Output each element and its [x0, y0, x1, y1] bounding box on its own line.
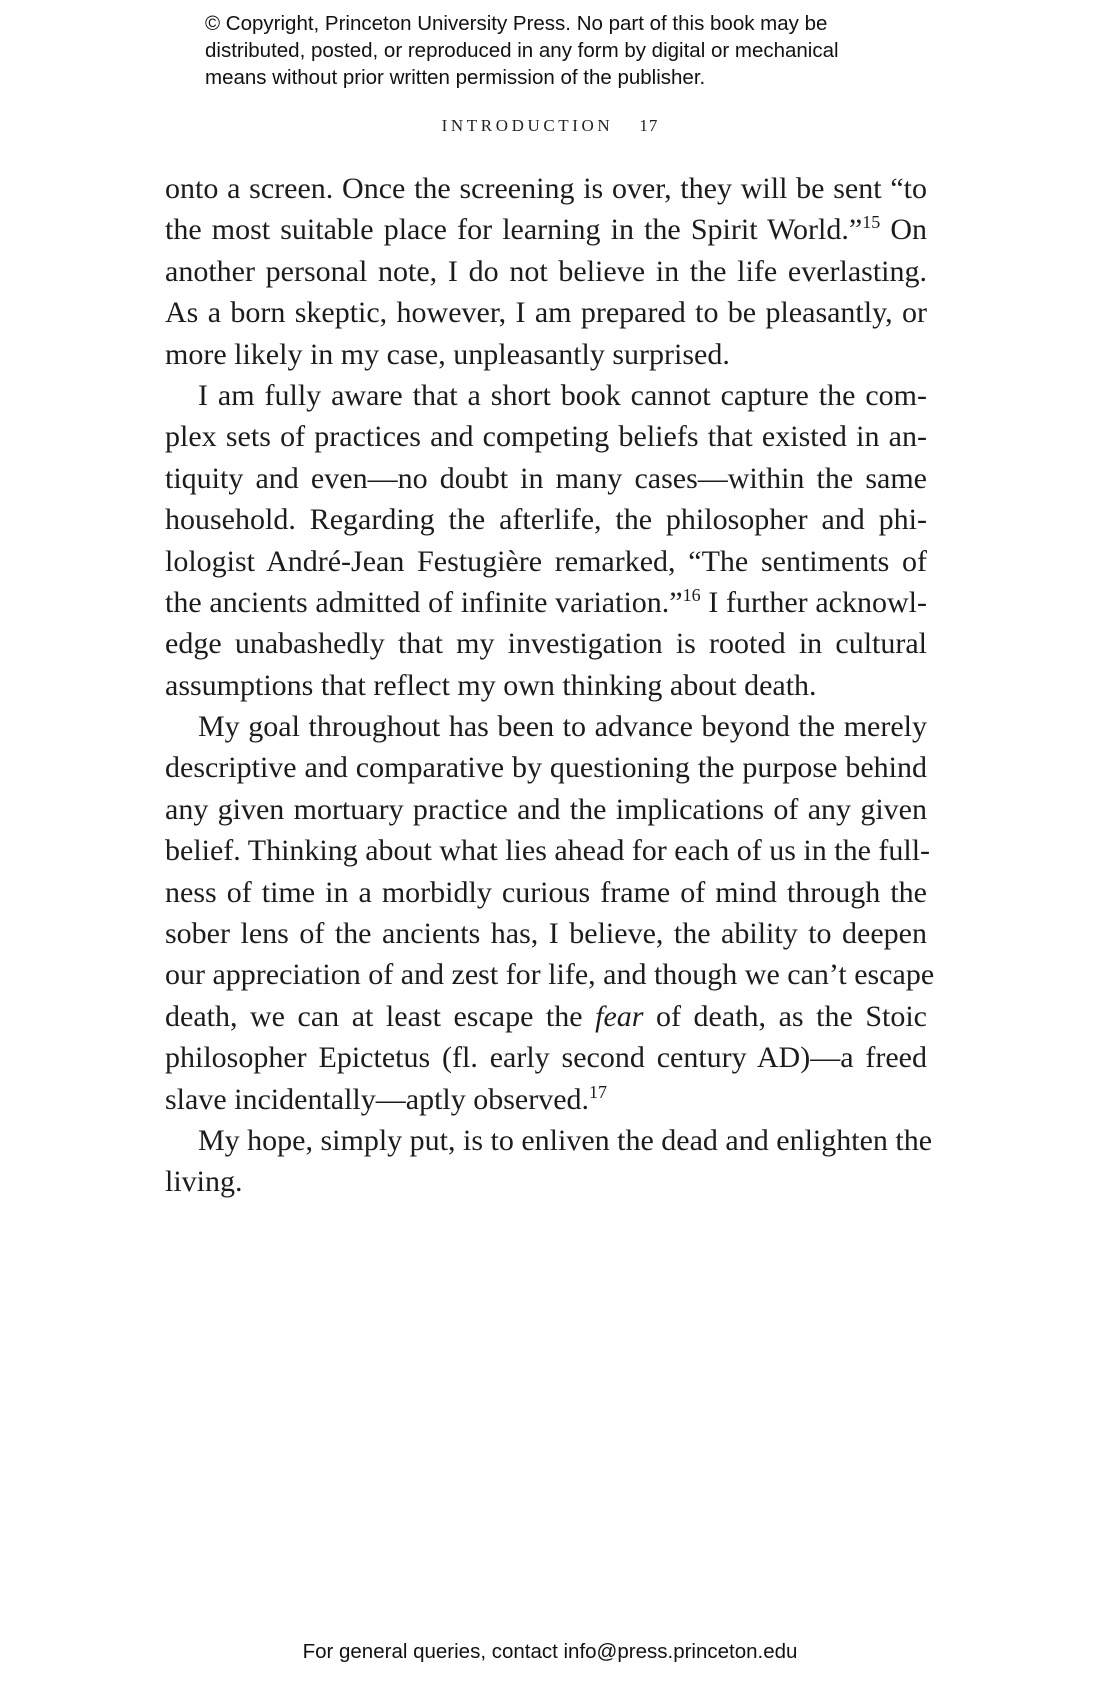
- paragraph-1: [165, 168, 927, 375]
- running-head-title: INTRODUCTION: [441, 116, 614, 135]
- text-line: assumptions that reflect my own thinking about death.: [165, 668, 817, 702]
- paragraph-4: [165, 1120, 933, 1203]
- text-line: [165, 996, 927, 1037]
- copyright-line-3: means without prior written permission of the publisher.: [205, 66, 706, 89]
- text-span: the most suitable place for learning in the Spirit World.”: [165, 213, 863, 247]
- text-line: I am fully aware that a short book cannot capture the com-: [198, 378, 927, 412]
- text-line: edge unabashedly that my investigation is rooted in cultural: [165, 627, 927, 661]
- text-line: philosopher Epictetus (fl. early second century AD)—a freed: [165, 1041, 927, 1075]
- text-line: more likely in my case, unpleasantly surprised.: [165, 337, 730, 371]
- text-line: sober lens of the ancients has, I believe, the ability to deepen: [165, 917, 927, 951]
- text-line: onto a screen. Once the screening is over, they will be sent “to: [165, 172, 927, 205]
- text-line: tiquity and even—no doubt in many cases—within the same: [165, 461, 927, 495]
- footnote-ref-17: 17: [589, 1081, 608, 1102]
- emphasis-fear: fear: [595, 999, 644, 1033]
- text-span: death, we can at least escape the: [165, 999, 596, 1033]
- paragraph-3: [165, 706, 935, 1120]
- text-line: living.: [165, 1165, 243, 1199]
- copyright-notice: [205, 10, 925, 91]
- paragraph-2: [165, 375, 927, 706]
- text-line: As a born skeptic, however, I am prepared to be pleasantly, or: [165, 296, 927, 330]
- footnote-ref-16: 16: [682, 584, 701, 605]
- running-head: [0, 116, 1100, 136]
- copyright-line-1: © Copyright, Princeton University Press. No part of this book may be: [205, 12, 828, 35]
- text-line: [165, 582, 927, 623]
- text-span: the ancients admitted of infinite variation.”: [165, 585, 683, 619]
- text-span: On: [880, 213, 927, 247]
- text-line: [165, 209, 927, 250]
- page-number: 17: [639, 116, 659, 135]
- text-span: I further acknowl-: [700, 585, 927, 619]
- text-span: of death, as the Stoic: [643, 999, 927, 1033]
- text-line: another personal note, I do not believe in the life everlasting.: [165, 254, 927, 288]
- text-line: My goal throughout has been to advance beyond the merely: [198, 710, 927, 744]
- text-span: slave incidentally—aptly observed.: [165, 1082, 590, 1116]
- copyright-line-2: distributed, posted, or reproduced in any form by digital or mechanical: [205, 39, 839, 62]
- text-line: household. Regarding the afterlife, the philosopher and phi-: [165, 503, 927, 537]
- text-line: descriptive and comparative by questioning the purpose behind: [165, 751, 927, 785]
- footnote-ref-15: 15: [862, 212, 881, 233]
- text-line: [165, 1079, 927, 1120]
- text-line: plex sets of practices and competing beliefs that existed in an-: [165, 420, 927, 454]
- footer-contact: For general queries, contact info@press.princeton.edu: [302, 1640, 798, 1663]
- text-line: belief. Thinking about what lies ahead for each of us in the full-: [165, 834, 931, 868]
- body-text: [165, 168, 935, 1203]
- text-line: our appreciation of and zest for life, and though we can’t escape: [165, 958, 935, 992]
- text-line: any given mortuary practice and the implications of any given: [165, 792, 927, 826]
- text-line: ness of time in a morbidly curious frame of mind through the: [165, 875, 927, 909]
- text-line: lologist André-Jean Festugière remarked, “The sentiments of: [165, 544, 927, 578]
- text-line: My hope, simply put, is to enliven the dead and enlighten the: [198, 1123, 933, 1157]
